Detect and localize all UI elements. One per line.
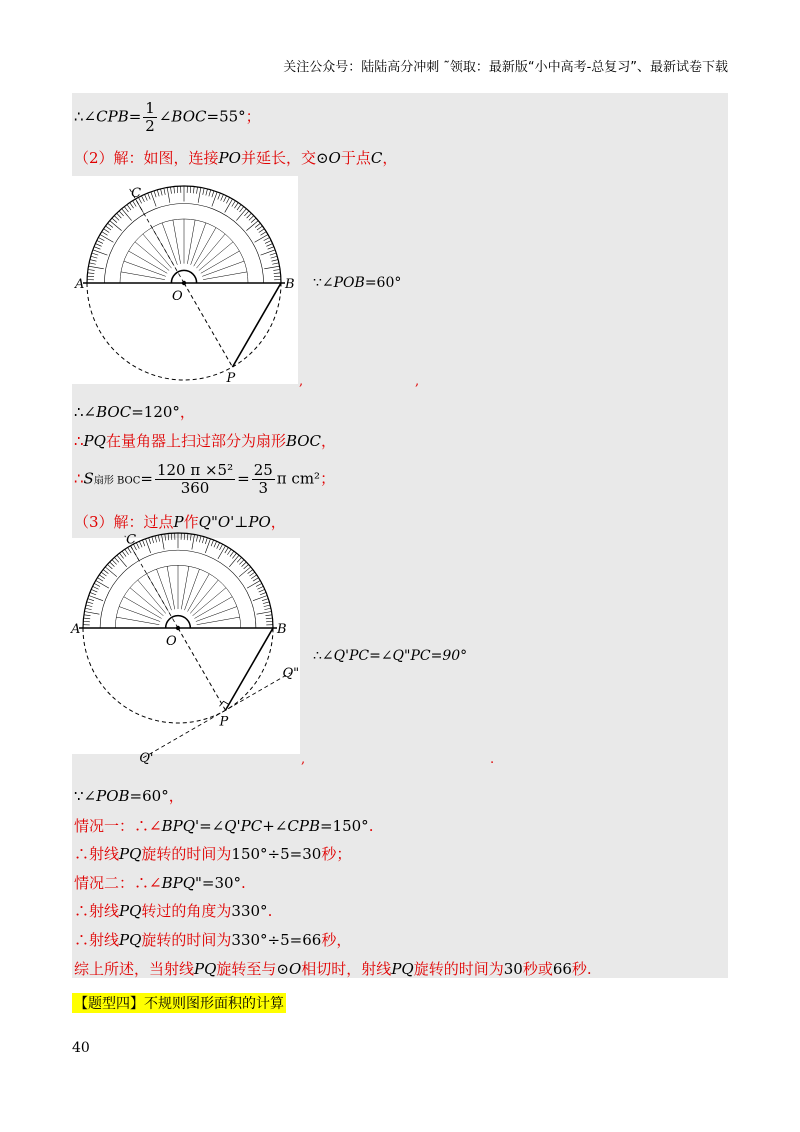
protractor-tick — [88, 270, 95, 271]
protractor-tick — [242, 562, 247, 567]
math-cpb: CPB — [96, 107, 129, 126]
protractor-radial-line — [138, 580, 166, 613]
protractor-tick — [90, 260, 97, 262]
protractor-tick — [117, 213, 122, 218]
protractor-tick — [257, 586, 263, 589]
label-q-prime: Q' — [139, 750, 154, 766]
math-pob: POB — [333, 275, 365, 291]
protractor-radial-line — [135, 242, 169, 271]
protractor-tick — [95, 244, 101, 247]
subscript-sector: 扇形 BOC — [93, 475, 141, 487]
comma-mark: , — [299, 374, 304, 389]
comma: ， — [321, 432, 337, 450]
protractor-tick — [262, 599, 268, 601]
frac-den: 3 — [258, 479, 269, 497]
protractor-tick — [218, 546, 226, 559]
protractor-radial-line — [116, 617, 159, 625]
line-angle-330 — [74, 900, 272, 921]
label-q-double-prime: Q" — [282, 665, 300, 681]
math-circle-o: ⊙O — [276, 960, 302, 978]
protractor-tick — [84, 618, 91, 619]
line-case1 — [74, 815, 373, 836]
protractor-figure-2 — [71, 532, 300, 766]
text-sector: 在量角器上扫过部分为扇形 — [105, 432, 286, 450]
protractor-tick — [139, 541, 142, 547]
text-seconds: 秒， — [321, 931, 352, 949]
line-area — [74, 462, 335, 497]
protractor-radial-line — [190, 580, 218, 613]
protractor-tick — [142, 540, 144, 546]
protractor-tick — [101, 572, 106, 576]
protractor-tick — [266, 244, 272, 247]
protractor-figure-1 — [72, 176, 298, 387]
protractor-tick — [224, 196, 227, 202]
protractor-tick — [253, 578, 259, 582]
label-a: A — [75, 277, 85, 292]
protractor-tick — [205, 538, 207, 544]
math-pq: PQ — [119, 931, 142, 949]
protractor-tick — [114, 557, 118, 562]
protractor-tick — [203, 188, 204, 195]
math-c: C — [370, 149, 383, 167]
segment-pb — [226, 628, 274, 710]
math-boc: BOC — [285, 432, 322, 450]
protractor-tick — [259, 229, 265, 233]
protractor-tick — [122, 551, 126, 556]
value-66s: 66 — [552, 960, 572, 978]
protractor-radial-line — [167, 566, 175, 609]
fraction-area — [155, 462, 235, 497]
label-o: O — [166, 634, 177, 649]
line-pob-60 — [74, 785, 184, 806]
label-b: B — [277, 622, 287, 637]
math-circle-o: ⊙O — [315, 149, 341, 167]
protractor-tick — [226, 197, 229, 203]
therefore: ∴ — [74, 432, 84, 450]
protractor-tick — [125, 549, 129, 555]
protractor-tick — [154, 191, 156, 197]
protractor-tick — [110, 562, 115, 567]
frac-den: 2 — [145, 117, 155, 135]
text-seconds: 秒； — [321, 845, 352, 863]
protractor-tick — [239, 560, 244, 565]
protractor-tick — [141, 196, 144, 202]
equals: = — [140, 469, 153, 488]
protractor-radial-line — [193, 588, 226, 616]
protractor-tick — [265, 615, 272, 616]
math-pq: PQ — [83, 432, 106, 450]
protractor-radial-line — [196, 234, 225, 268]
protractor-tick — [257, 226, 262, 230]
equals: = — [237, 469, 250, 488]
math-p: P — [173, 513, 184, 531]
protractor-tick — [157, 190, 159, 197]
protractor-tick — [236, 209, 246, 221]
protractor-tick — [270, 253, 276, 255]
math-pq: PQ — [119, 902, 142, 920]
protractor-tick — [198, 187, 201, 202]
protractor-diagram-2 — [71, 532, 300, 766]
therefore-angle: ∴∠ — [74, 107, 97, 126]
value-55: =55° — [206, 107, 246, 126]
protractor-tick — [255, 235, 268, 243]
protractor-tick — [244, 564, 249, 568]
unit-pi-cm2: π cm² — [276, 469, 321, 488]
protractor-tick — [206, 189, 208, 196]
protractor-tick — [264, 266, 279, 269]
protractor-radial-line — [199, 242, 233, 271]
section-heading: 【题型四】不规则图形面积的计算 — [72, 993, 286, 1013]
protractor-tick — [119, 211, 124, 216]
text-rotation-time: 旋转的时间为 — [141, 931, 232, 949]
comma-mark: , — [301, 752, 306, 767]
text-therefore-ray: ∴射线 — [74, 931, 120, 949]
line-part3 — [74, 511, 286, 532]
math-pq: PQ — [119, 845, 142, 863]
protractor-tick — [89, 263, 96, 264]
protractor-tick — [93, 586, 99, 589]
math-boc: BOC — [171, 107, 207, 126]
protractor-tick — [225, 199, 233, 212]
protractor-tick — [260, 592, 266, 594]
protractor-tick — [145, 194, 148, 200]
protractor-tick — [152, 537, 154, 543]
comma: ， — [270, 513, 286, 531]
protractor-tick — [249, 572, 254, 576]
protractor-tick — [94, 247, 100, 250]
line-part2 — [74, 147, 397, 168]
protractor-tick — [256, 583, 262, 586]
protractor-tick — [97, 240, 103, 243]
protractor-tick — [164, 188, 165, 195]
protractor-tick — [221, 194, 224, 200]
protractor-radial-line — [143, 234, 172, 268]
value-30: =30° — [201, 874, 242, 892]
math-pq: PQ — [391, 960, 414, 978]
protractor-tick — [259, 589, 265, 592]
protractor-tick — [88, 273, 95, 274]
protractor-tick — [112, 218, 117, 223]
protractor-tick — [98, 237, 104, 240]
protractor-tick — [273, 270, 280, 271]
line-time-66 — [74, 929, 351, 950]
segment-op — [184, 283, 233, 367]
protractor-tick — [103, 570, 108, 574]
math-pob: POB — [96, 787, 130, 805]
because-angle: ∵∠ — [74, 787, 97, 805]
protractor-tick — [84, 615, 91, 616]
side-text-right-angles — [313, 648, 467, 664]
protractor-tick — [85, 608, 92, 609]
period-mark: . — [490, 752, 495, 767]
protractor-tick — [99, 575, 105, 579]
protractor-radial-line — [121, 272, 165, 280]
protractor-tick — [234, 203, 238, 209]
protractor-tick — [212, 191, 214, 197]
label-c: C — [126, 532, 137, 548]
protractor-tick — [266, 618, 273, 619]
protractor-tick — [193, 187, 194, 194]
protractor-tick — [248, 570, 253, 574]
period: . — [368, 817, 374, 835]
protractor-tick — [96, 581, 109, 589]
page-header: 关注公众号：陆陆高分冲刺 ˜领取：最新版“小中高考-总复习”、最新试卷下载 — [283, 60, 728, 75]
protractor-tick — [237, 205, 241, 210]
text-draw: 作 — [183, 513, 199, 531]
protractor-tick — [88, 599, 94, 601]
protractor-tick — [264, 237, 270, 240]
protractor-tick — [108, 223, 113, 227]
protractor-tick — [90, 592, 96, 594]
protractor-tick — [271, 256, 278, 258]
protractor-tick — [263, 602, 269, 604]
protractor-tick — [272, 263, 279, 264]
label-b: B — [285, 277, 295, 292]
dashed-circle-arc — [83, 628, 273, 723]
text-part2-intro: （2）解：如图，连接 — [74, 149, 219, 167]
protractor-tick — [97, 578, 103, 582]
protractor-tick — [112, 560, 117, 565]
protractor-tick — [127, 205, 131, 210]
protractor-tick — [106, 226, 111, 230]
therefore-angle: ∴∠ — [313, 648, 334, 664]
protractor-tick — [94, 583, 100, 586]
value-330: 330° — [231, 902, 268, 920]
protractor-tick — [122, 209, 132, 221]
protractor-radial-line — [181, 566, 189, 609]
protractor-tick — [202, 537, 204, 543]
math-boc: BOC — [96, 403, 132, 421]
text-rotation-time: 旋转的时间为 — [141, 845, 232, 863]
protractor-tick — [105, 567, 117, 577]
comma: ， — [168, 787, 184, 805]
label-p: P — [219, 714, 229, 730]
protractor-tick — [92, 253, 98, 255]
math-case1-angle: BPQ'=∠Q'PC+∠CPB — [161, 817, 320, 835]
text-case1: 情况一：∴∠ — [74, 817, 162, 835]
protractor-tick — [268, 247, 274, 250]
protractor-tick — [219, 544, 222, 550]
line-cpb — [74, 100, 261, 135]
protractor-tick — [227, 549, 231, 555]
protractor-tick — [102, 232, 108, 236]
math-right-angles: Q'PC=∠Q"PC=90° — [333, 648, 468, 664]
protractor-tick — [274, 273, 281, 274]
value-30s: 30 — [503, 960, 523, 978]
protractor-radial-line — [173, 220, 181, 264]
protractor-tick — [167, 187, 170, 202]
protractor-radial-line — [130, 588, 163, 616]
angle-symbol: ∠ — [158, 107, 172, 126]
protractor-radial-line — [203, 272, 247, 280]
text-seconds-end: 秒. — [571, 960, 592, 978]
protractor-tick — [130, 203, 134, 209]
line-case2 — [74, 872, 246, 893]
text-tangent: 相切时，射线 — [301, 960, 392, 978]
protractor-tick — [261, 232, 267, 236]
comma: ， — [382, 149, 398, 167]
protractor-tick — [174, 187, 175, 194]
protractor-tick — [211, 540, 213, 546]
side-text-pob — [313, 275, 401, 291]
line-time-30 — [74, 843, 351, 864]
frac-den: 360 — [180, 479, 210, 497]
line-boc-120 — [74, 401, 195, 422]
text-rotated-angle: 转过的角度为 — [141, 902, 232, 920]
protractor-tick — [232, 553, 236, 558]
protractor-tick — [217, 543, 220, 549]
tangent-line — [143, 673, 290, 758]
protractor-tick — [88, 266, 103, 269]
protractor-tick — [232, 201, 236, 207]
protractor-tick — [87, 602, 93, 604]
protractor-tick — [249, 216, 254, 221]
period: . — [267, 902, 273, 920]
protractor-tick — [247, 213, 252, 218]
protractor-tick — [133, 201, 137, 207]
comma: ， — [179, 403, 195, 421]
protractor-tick — [237, 557, 241, 562]
therefore: ∴ — [74, 469, 84, 488]
math-perpendicular: Q"O'⊥PO — [198, 513, 271, 531]
protractor-tick — [272, 260, 279, 262]
text-conclusion-start: 综上所述，当射线 — [74, 960, 195, 978]
because-angle: ∵∠ — [313, 275, 334, 291]
protractor-tick — [161, 189, 163, 196]
value-60: =60° — [129, 787, 169, 805]
value-120: =120° — [131, 403, 180, 421]
label-p: P — [226, 371, 236, 387]
equals: = — [128, 107, 142, 126]
protractor-tick — [107, 564, 112, 568]
protractor-tick — [214, 541, 217, 547]
protractor-tick — [257, 612, 272, 615]
fraction-half — [143, 100, 157, 135]
protractor-radial-line — [187, 220, 195, 264]
segment-pb — [233, 283, 282, 367]
protractor-tick — [149, 538, 151, 544]
text-at-point: 于点 — [340, 149, 371, 167]
protractor-tick — [124, 207, 128, 212]
protractor-tick — [229, 555, 239, 567]
protractor-tick — [239, 567, 251, 577]
math-pq: PQ — [194, 960, 217, 978]
protractor-tick — [247, 581, 260, 589]
label-o: O — [172, 289, 183, 304]
calc-30: 150°÷5=30 — [231, 845, 322, 863]
semicolon: ； — [320, 469, 336, 488]
protractor-tick — [264, 605, 270, 607]
text-therefore-ray: ∴射线 — [74, 902, 120, 920]
dashed-circle-arc — [87, 283, 281, 380]
frac-num: 1 — [145, 99, 155, 117]
protractor-tick — [209, 190, 211, 197]
page-number: 40 — [72, 1040, 90, 1056]
protractor-tick — [91, 589, 97, 592]
protractor-diagram-1 — [72, 176, 298, 387]
text-time-is: 旋转的时间为 — [413, 960, 504, 978]
protractor-tick — [86, 605, 92, 607]
protractor-tick — [117, 555, 127, 567]
protractor-tick — [148, 193, 151, 199]
frac-num: 120 π ×5² — [156, 461, 234, 479]
protractor-tick — [120, 553, 124, 558]
calc-66: 330°÷5=66 — [231, 931, 322, 949]
protractor-tick — [171, 187, 172, 194]
line-conclusion — [74, 958, 592, 979]
text-rotate-to: 旋转至与 — [216, 960, 277, 978]
protractor-tick — [218, 193, 221, 199]
protractor-tick — [104, 229, 110, 233]
label-c: C — [131, 185, 142, 201]
protractor-tick — [230, 551, 234, 556]
text-extend: 并延长，交 — [240, 149, 316, 167]
label-a: A — [71, 622, 81, 637]
protractor-tick — [255, 223, 260, 227]
protractor-tick — [197, 187, 198, 194]
frac-num: 25 — [253, 461, 273, 479]
protractor-tick — [100, 235, 113, 243]
protractor-tick — [240, 207, 244, 212]
protractor-tick — [110, 221, 122, 231]
text-part3-intro: （3）解：过点 — [74, 513, 174, 531]
protractor-tick — [128, 547, 132, 553]
math-s: S — [83, 469, 94, 488]
protractor-tick — [225, 547, 229, 553]
protractor-radial-line — [197, 617, 240, 625]
protractor-tick — [244, 211, 249, 216]
value-150: =150° — [319, 817, 369, 835]
text-seconds-or: 秒或 — [522, 960, 553, 978]
protractor-tick — [114, 216, 119, 221]
protractor-tick — [265, 240, 271, 243]
line-sector — [74, 430, 336, 451]
protractor-tick — [246, 221, 258, 231]
value-60: =60° — [364, 275, 402, 291]
comma-mark: , — [415, 374, 420, 389]
period: . — [241, 874, 246, 892]
text-case2: 情况二：∴∠ — [74, 874, 162, 892]
protractor-tick — [264, 608, 271, 609]
protractor-tick — [251, 575, 257, 579]
math-po: PO — [218, 149, 241, 167]
math-case2-angle: BPQ" — [161, 874, 202, 892]
segment-op — [178, 628, 226, 710]
text-therefore-ray: ∴射线 — [74, 845, 120, 863]
protractor-tick — [136, 543, 139, 549]
therefore-angle: ∴∠ — [74, 403, 97, 421]
fraction-result — [252, 462, 275, 497]
protractor-tick — [84, 612, 99, 615]
semicolon: ； — [245, 107, 261, 126]
protractor-tick — [251, 218, 256, 223]
protractor-tick — [91, 256, 98, 258]
